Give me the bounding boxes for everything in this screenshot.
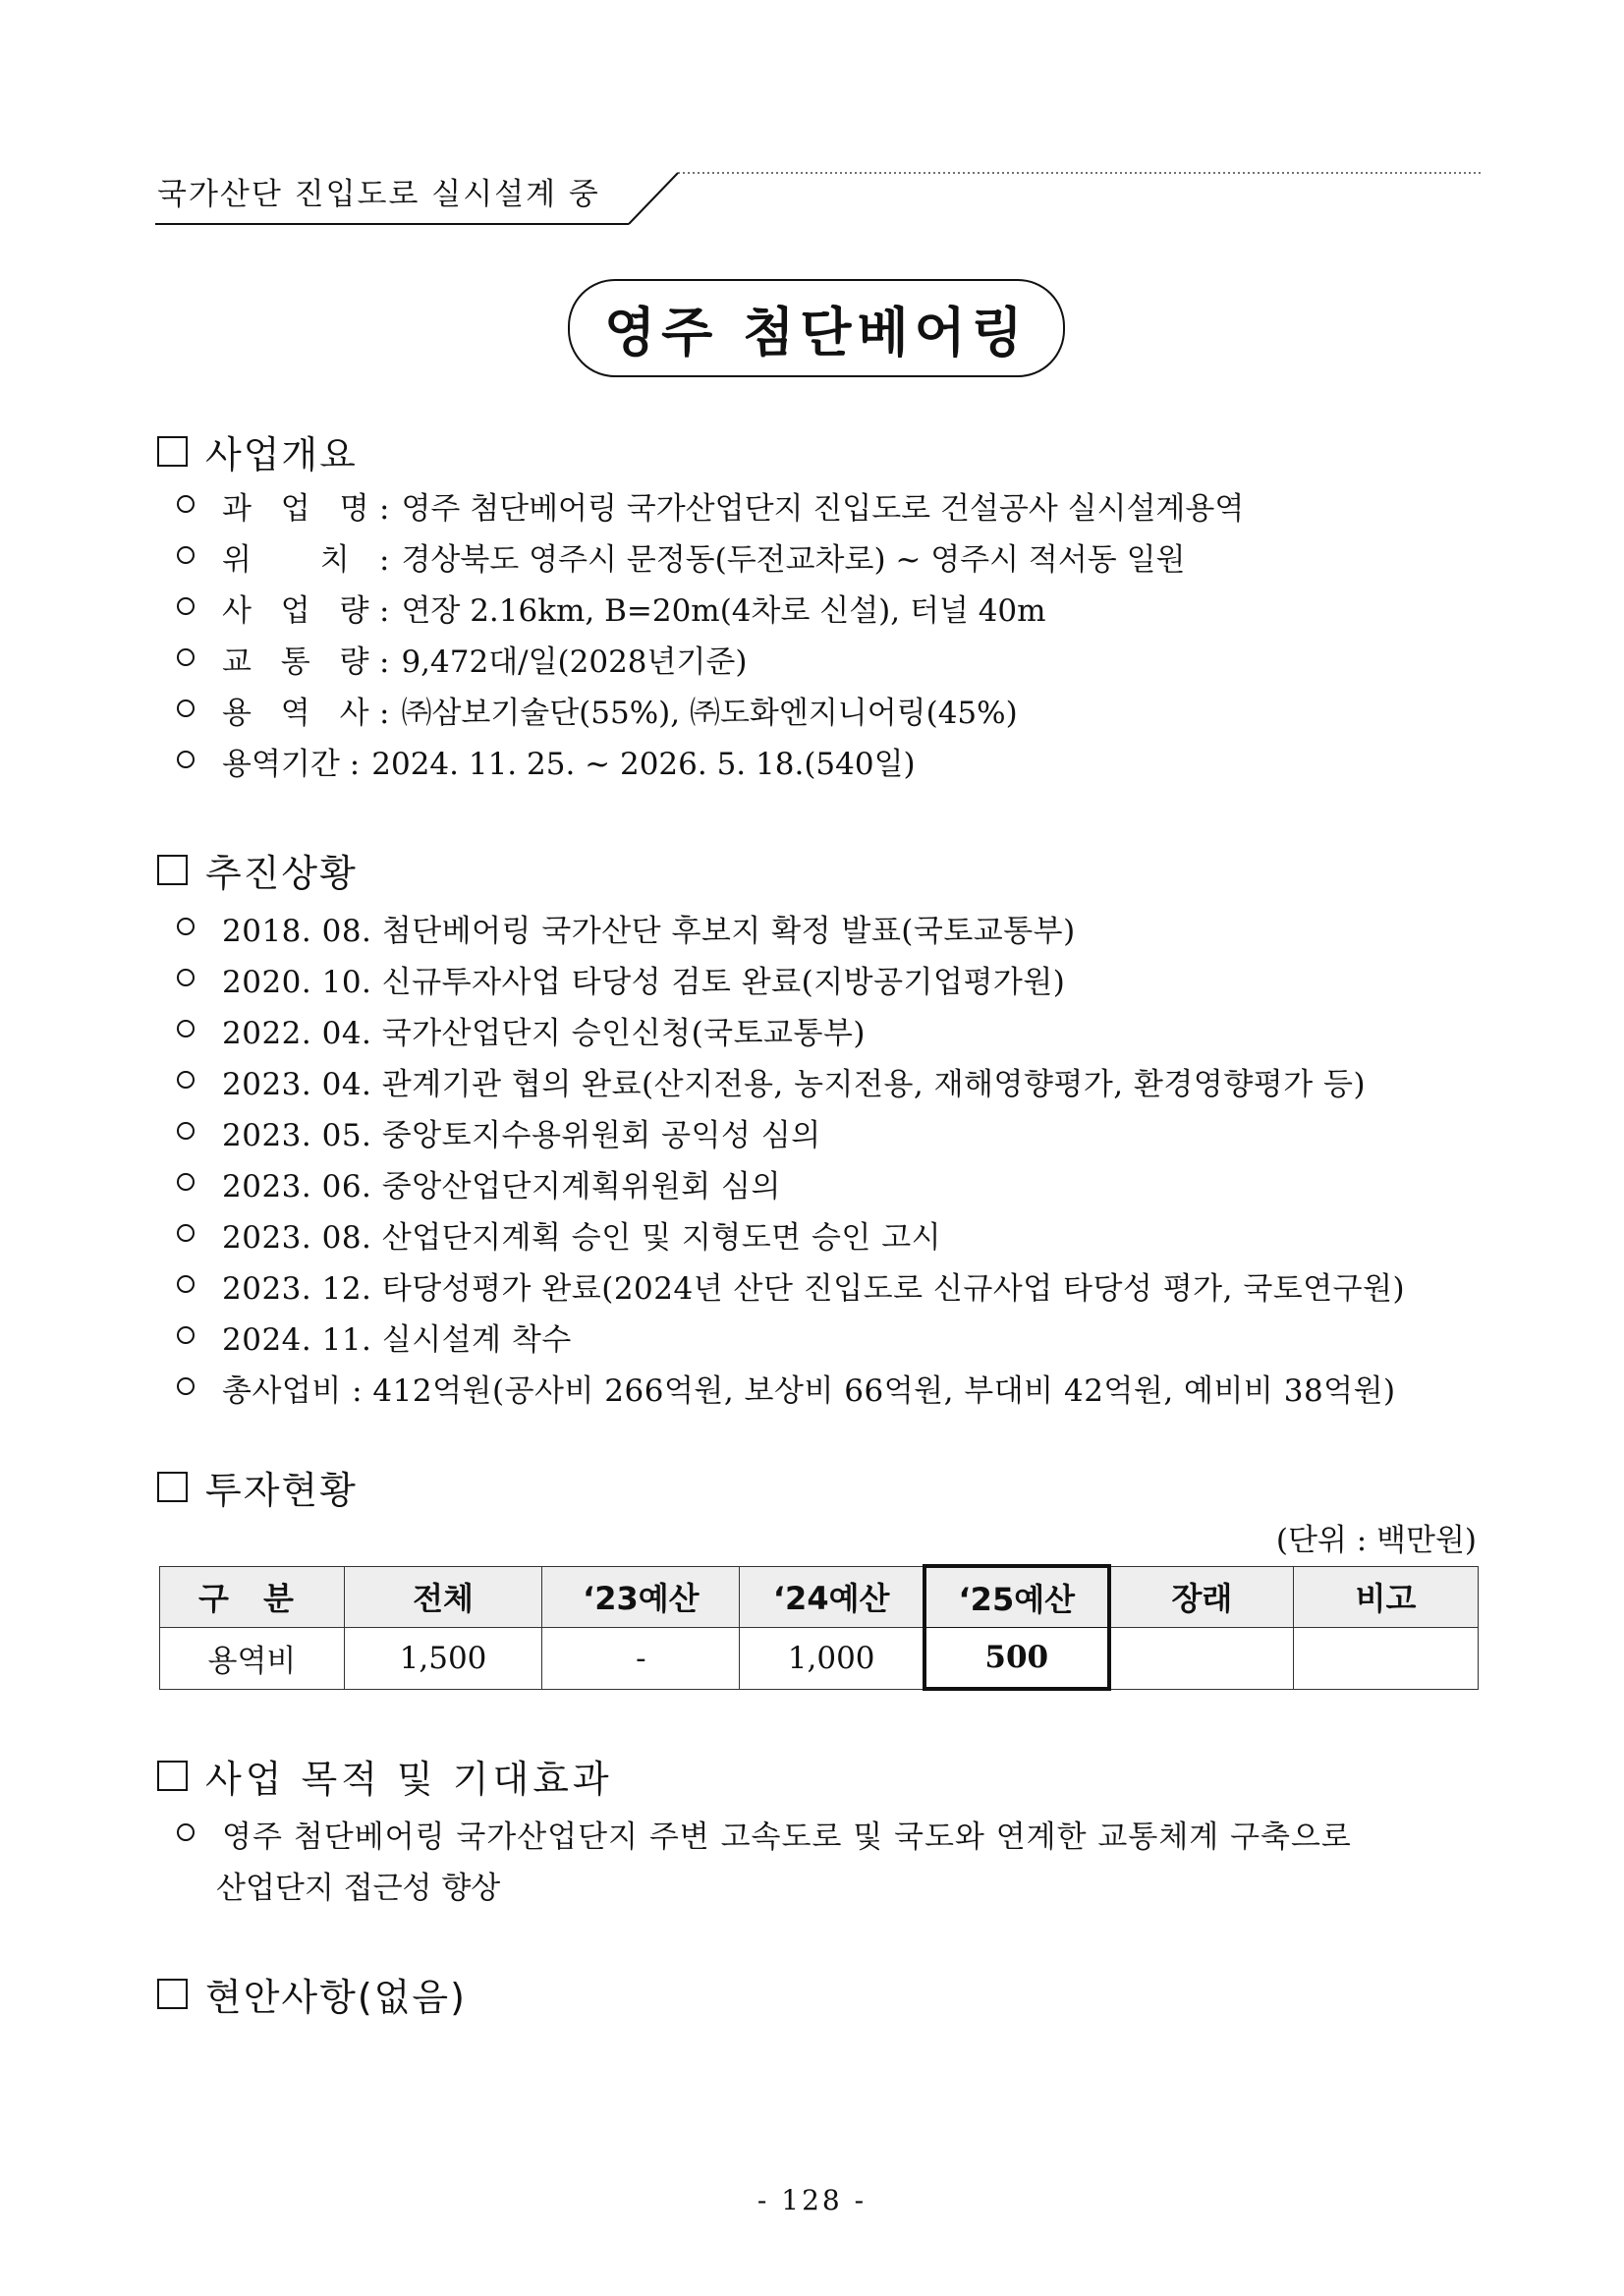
circle-bullet-icon [177,1823,195,1841]
list-item: 2023. 08. 산업단지계획 승인 및 지형도면 승인 고시 [177,1212,941,1257]
table-header-cell-highlight: ‘25예산 [924,1566,1109,1628]
list-item: 2020. 10. 신규투자사업 타당성 검토 완료(지방공기업평가원) [177,957,1065,1001]
table-header-cell: 구 분 [160,1566,345,1628]
section-heading-progress: 추진상황 [157,843,358,897]
circle-bullet-icon [177,495,195,513]
circle-bullet-icon [177,1224,195,1242]
checkbox-square-icon [157,855,188,885]
circle-bullet-icon [177,1173,195,1191]
table-cell: 1,000 [740,1628,924,1690]
page-number: - 128 - [756,2184,868,2216]
list-item: 사 업 량 : 연장 2.16km, B=20m(4차로 신설), 터널 40m [177,586,1046,630]
circle-bullet-icon [177,1071,195,1089]
table-header-cell: ‘23예산 [542,1566,740,1628]
circle-bullet-icon [177,918,195,935]
table-cell: - [542,1628,740,1690]
circle-bullet-icon [177,1377,195,1395]
table-row [160,1628,1479,1690]
table-header-cell: 장래 [1109,1566,1294,1628]
circle-bullet-icon [177,1275,195,1293]
checkbox-square-icon [157,1979,188,2009]
circle-bullet-icon [177,969,195,986]
circle-bullet-icon [177,1326,195,1344]
table-cell [1109,1628,1294,1690]
list-item: 2023. 05. 중앙토지수용위원회 공익성 심의 [177,1110,821,1154]
circle-bullet-icon [177,597,195,615]
investment-table [159,1564,1479,1691]
section-heading-issues: 현안사항(없음) [157,1967,467,2021]
circle-bullet-icon [177,1122,195,1140]
table-cell-highlight: 500 [924,1628,1109,1690]
table-cell: 용역비 [160,1628,345,1690]
section-heading-purpose: 사업 목적 및 기대효과 [157,1749,613,1803]
circle-bullet-icon [177,546,195,564]
list-item: 2022. 04. 국가산업단지 승인신청(국토교통부) [177,1008,866,1052]
table-cell [1294,1628,1479,1690]
list-item: 2023. 12. 타당성평가 완료(2024년 산단 진입도로 신규사업 타당성 평가, 국토연구원) [177,1263,1405,1308]
list-item: 총사업비 : 412억원(공사비 266억원, 보상비 66억원, 부대비 42억원, 예비비 38억원) [177,1366,1396,1410]
circle-bullet-icon [177,751,195,768]
list-item: 교 통 량 : 9,472대/일(2028년기준) [177,637,747,681]
list-item: 위 치 : 경상북도 영주시 문정동(두전교차로) ~ 영주시 적서동 일원 [177,534,1186,579]
page-title: 영주 첨단베어링 [568,279,1065,377]
circle-bullet-icon [177,700,195,717]
list-item: 2018. 08. 첨단베어링 국가산단 후보지 확정 발표(국토교통부) [177,906,1076,950]
list-item-continuation: 산업단지 접근성 향상 [216,1871,501,1906]
header-tab-label: 국가산단 진입도로 실시설계 중 [157,177,600,212]
table-header-cell: 비고 [1294,1566,1479,1628]
table-cell: 1,500 [344,1628,541,1690]
list-item: 용 역 사 : ㈜삼보기술단(55%), ㈜도화엔지니어링(45%) [177,688,1018,732]
circle-bullet-icon [177,1020,195,1037]
section-heading-overview: 사업개요 [157,424,358,478]
list-item: 용역기간 : 2024. 11. 25. ~ 2026. 5. 18.(540일) [177,739,916,783]
circle-bullet-icon [177,648,195,666]
list-item: 영주 첨단베어링 국가산업단지 주변 고속도로 및 국도와 연계한 교통체계 구축으로 [177,1812,1352,1856]
list-item: 2024. 11. 실시설계 착수 [177,1315,572,1359]
table-header-row [160,1566,1479,1628]
list-item: 과 업 명 : 영주 첨단베어링 국가산업단지 진입도로 건설공사 실시설계용역 [177,483,1244,528]
checkbox-square-icon [157,1472,188,1502]
table-header-cell: ‘24예산 [740,1566,924,1628]
checkbox-square-icon [157,436,188,467]
list-item: 2023. 04. 관계기관 협의 완료(산지전용, 농지전용, 재해영향평가, 환경영향평가 등) [177,1059,1366,1103]
section-heading-investment: 투자현황 [157,1460,358,1514]
list-item: 2023. 06. 중앙산업단지계획위원회 심의 [177,1161,781,1205]
unit-label: (단위 : 백만원) [1275,1523,1477,1558]
checkbox-square-icon [157,1761,188,1791]
table-header-cell: 전체 [344,1566,541,1628]
